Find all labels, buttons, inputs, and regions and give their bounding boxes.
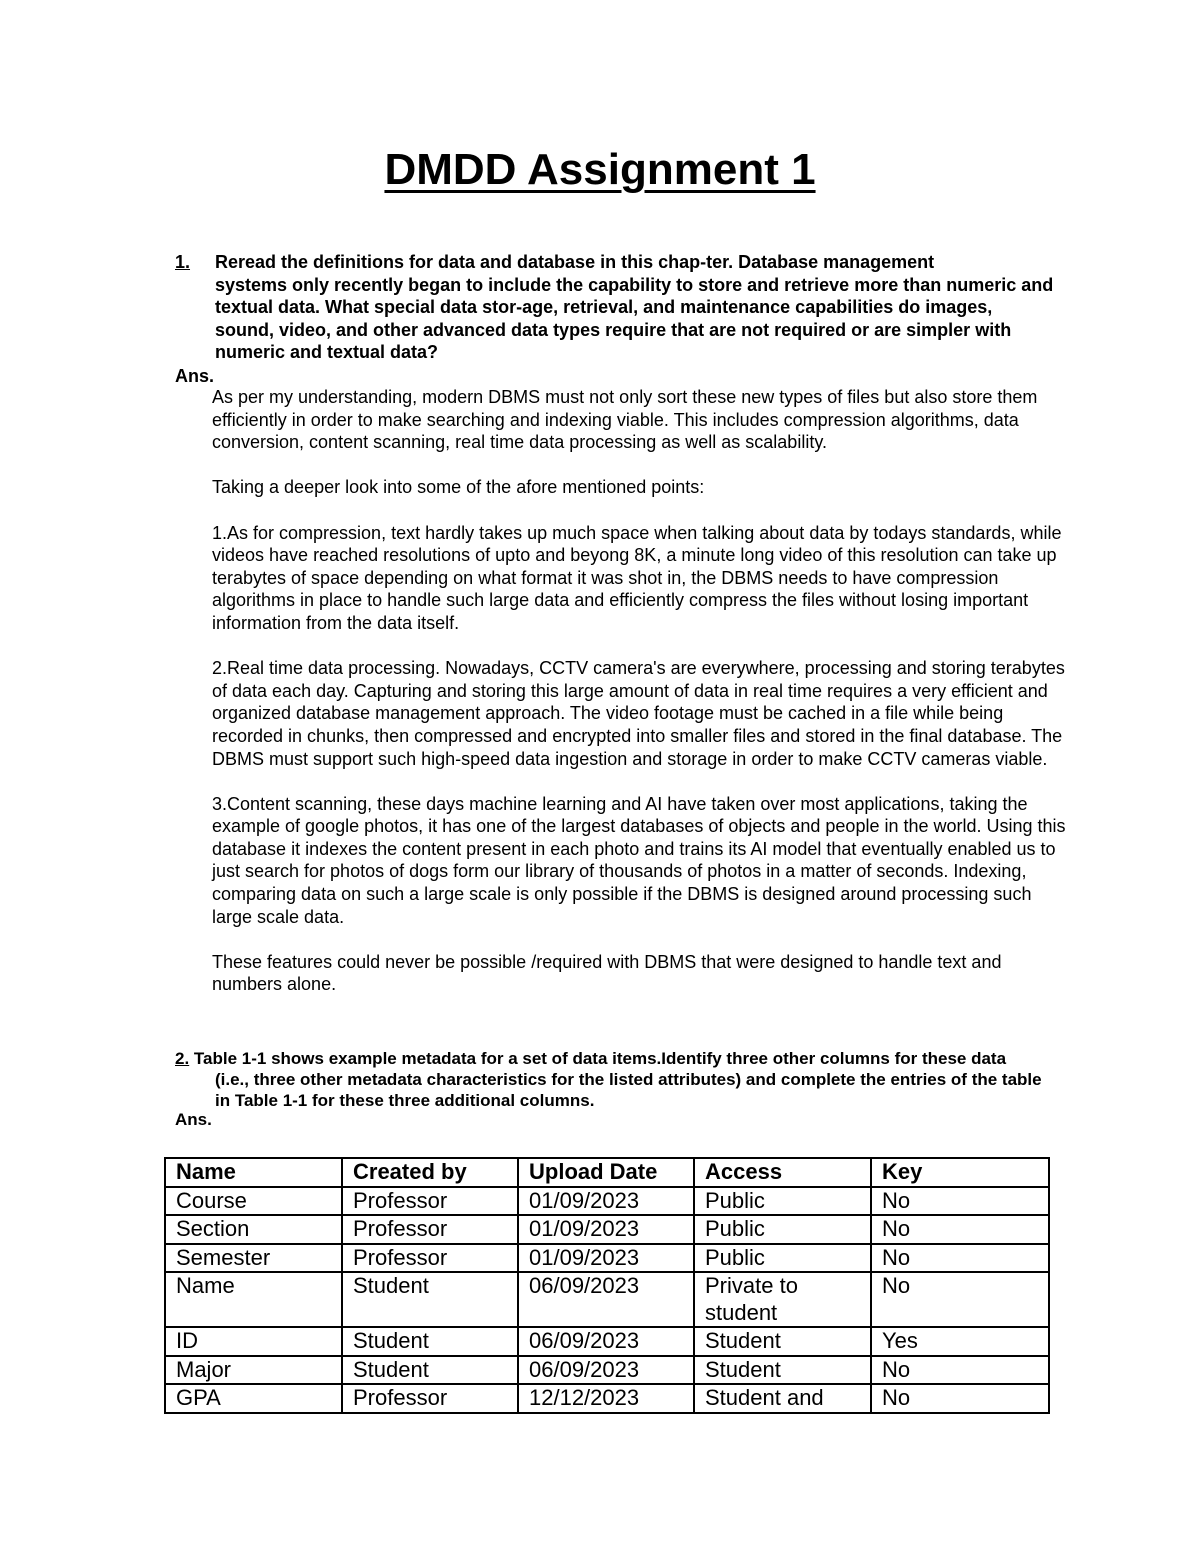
cell-key: Yes <box>871 1327 1049 1356</box>
cell-access: Private to student <box>694 1272 871 1327</box>
table-row <box>165 1327 1049 1356</box>
question-1-answer <box>212 386 1072 1019</box>
cell-access: Student <box>694 1327 871 1356</box>
question-1-number: 1. <box>175 252 191 272</box>
table-row <box>165 1244 1049 1273</box>
cell-created-by: Professor <box>342 1187 518 1216</box>
cell-name: Semester <box>165 1244 342 1273</box>
cell-key: No <box>871 1244 1049 1273</box>
cell-upload-date: 01/09/2023 <box>518 1187 694 1216</box>
table-row <box>165 1215 1049 1244</box>
cell-name: Name <box>165 1272 342 1327</box>
cell-name: Major <box>165 1356 342 1385</box>
cell-name: Section <box>165 1215 342 1244</box>
cell-created-by: Student <box>342 1327 518 1356</box>
table-header-row <box>165 1158 1049 1187</box>
question-2-number: 2. <box>175 1049 190 1068</box>
cell-access: Public <box>694 1187 871 1216</box>
answer-paragraph: Taking a deeper look into some of the afore mentioned points: <box>212 477 705 498</box>
header-created-by: Created by <box>342 1158 518 1187</box>
header-name: Name <box>165 1158 342 1187</box>
cell-upload-date: 06/09/2023 <box>518 1327 694 1356</box>
question-1-text-rest: systems only recently began to include the capability to store and retrieve more than numeric and textual data. What special data stor-age, retrieval, and maintenance capabilities do images, sound, video, and other advanced data types require that are not required or are simpler with numeric and textual data? <box>215 274 1054 363</box>
answer-paragraph: 1.As for compression, text hardly takes up much space when talking about data by todays standards, while videos have reached resolutions of upto and beyong 8K, a minute long video of this resolution can take up terabytes of space depending on what format it was shot in, the DBMS needs to have compression algorithms in place to handle such large data and efficiently compress the files without losing important information from the data itself. <box>212 522 1062 633</box>
question-1 <box>175 251 1055 364</box>
cell-upload-date: 06/09/2023 <box>518 1356 694 1385</box>
cell-access: Student <box>694 1356 871 1385</box>
question-2-first-line <box>175 1049 1055 1070</box>
cell-key: No <box>871 1356 1049 1385</box>
question-1-text-first: Reread the definitions for data and database in this chap-ter. Database management <box>215 252 935 272</box>
cell-created-by: Professor <box>342 1384 518 1413</box>
cell-upload-date: 12/12/2023 <box>518 1384 694 1413</box>
cell-access: Student and <box>694 1384 871 1413</box>
table-row <box>165 1356 1049 1385</box>
cell-upload-date: 01/09/2023 <box>518 1244 694 1273</box>
header-access: Access <box>694 1158 871 1187</box>
table-row <box>165 1384 1049 1413</box>
question-1-first-line <box>175 251 1055 274</box>
cell-key: No <box>871 1272 1049 1327</box>
cell-key: No <box>871 1215 1049 1244</box>
cell-created-by: Student <box>342 1356 518 1385</box>
cell-key: No <box>871 1384 1049 1413</box>
cell-key: No <box>871 1187 1049 1216</box>
table-row <box>165 1187 1049 1216</box>
cell-name: GPA <box>165 1384 342 1413</box>
cell-created-by: Professor <box>342 1215 518 1244</box>
question-2-text-first: Table 1-1 shows example metadata for a set of data items.Identify three other columns for these data <box>193 1049 1007 1068</box>
cell-access: Public <box>694 1215 871 1244</box>
answer-paragraph: 3.Content scanning, these days machine learning and AI have taken over most applications, taking the example of google photos, it has one of the largest databases of objects and people in the world. Using this database it indexes the content present in each photo and trains its AI model that eventually enabled us to just search for photos of dogs form our library of thousands of photos in a matter of seconds. Indexing, comparing data on such a large scale is only possible if the DBMS is designed around processing such large scale data. <box>212 793 1066 927</box>
header-key: Key <box>871 1158 1049 1187</box>
question-2-answer-label: Ans. <box>175 1110 212 1129</box>
answer-paragraph: 2.Real time data processing. Nowadays, CCTV camera's are everywhere, processing and storing terabytes of data each day. Capturing and storing this large amount of data in real time requires a very efficient and organized database management approach. The video footage must be cached in a file while being recorded in chunks, then compressed and encrypted into smaller files and stored in the final database. The DBMS must support such high-speed data ingestion and storage in order to make CCTV cameras viable. <box>212 658 1065 769</box>
question-1-answer-label: Ans. <box>175 366 215 386</box>
cell-name: Course <box>165 1187 342 1216</box>
page-title: DMDD Assignment 1 <box>384 145 816 194</box>
metadata-table <box>164 1157 1050 1414</box>
cell-created-by: Professor <box>342 1244 518 1273</box>
question-2 <box>175 1049 1055 1111</box>
cell-upload-date: 06/09/2023 <box>518 1272 694 1327</box>
table-row <box>165 1272 1049 1327</box>
question-2-text-rest: (i.e., three other metadata characteristics for the listed attributes) and complete the entries of the table in Table 1-1 for these three additional columns. <box>215 1069 1042 1110</box>
cell-upload-date: 01/09/2023 <box>518 1215 694 1244</box>
answer-paragraph: These features could never be possible /required with DBMS that were designed to handle text and numbers alone. <box>212 951 1002 995</box>
cell-name: ID <box>165 1327 342 1356</box>
cell-access: Public <box>694 1244 871 1273</box>
answer-paragraph: As per my understanding, modern DBMS must not only sort these new types of files but also store them efficiently in order to make searching and indexing viable. This includes compression algorithms, data conversion, content scanning, real time data processing as well as scalability. <box>212 387 1038 453</box>
header-upload-date: Upload Date <box>518 1158 694 1187</box>
cell-created-by: Student <box>342 1272 518 1327</box>
